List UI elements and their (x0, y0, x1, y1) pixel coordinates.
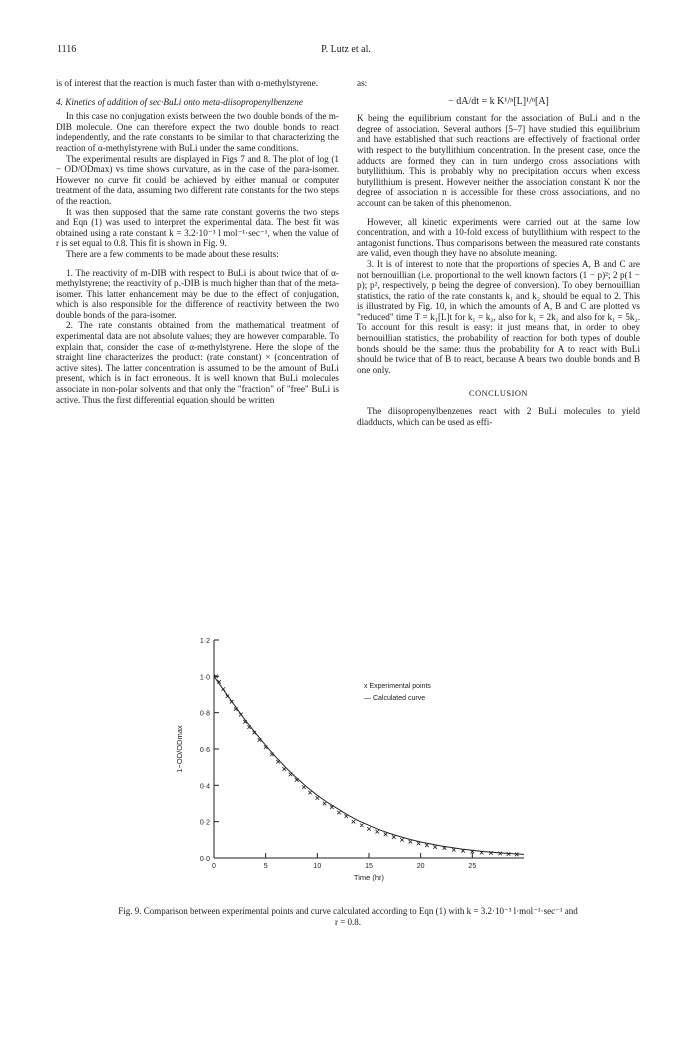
paragraph: K being the equilibrium constant for the association of BuLi and n the degree of association. Several authors [5–7] have studied this equilibrium and have established that such reactions are effectively of fractional order with respect to the butyllithium concentration. In the present case, once the adducts are formed they can in turn undergo cross associations with butyllithium. This is probably why no precipitation occurs when excess butyllithium is present. However neither the association constant K nor the degree of association n is accessible for these cross associations, and no account can be taken of this phenomenon. (357, 113, 640, 208)
x-axis-label: Time (hr) (353, 873, 385, 882)
running-head: P. Lutz et al. (321, 44, 371, 55)
experimental-point (425, 843, 429, 847)
paragraph: In this case no conjugation exists between the two double bonds of the m-DIB molecule. One can therefore expect the two double bonds to react independently, and the rate constants to be similar to that characterizing the reaction of α-methylstyrene with BuLi under the same conditions. (56, 111, 339, 153)
experimental-point (344, 814, 348, 818)
x-tick-label: 15 (365, 863, 373, 870)
experimental-point (276, 760, 280, 764)
y-tick-label: 1·0 (199, 674, 210, 682)
experimental-point (316, 796, 320, 800)
paragraph: The experimental results are displayed in Figs 7 and 8. The plot of log (1 − OD/ODmax) vs time shows curvature, as in the case of the para-isomer. However no curve fit could be achieved by either manual or computer treatment of the data, assuming two different rate constants for the two steps of the reaction. (56, 153, 339, 206)
paragraph: It was then supposed that the same rate constant governs the two steps and Eqn (1) was used to interpret the experimental data. The best fit was obtained using a rate constant k = 3.2·10⁻³ l mol⁻¹·sec⁻¹, when the value of r is set equal to 0.8. This fit is shown in Fig. 9. (56, 206, 339, 249)
paragraph: 2. The rate constants obtained from the mathematical treatment of experimental data are not absolute values; they are however comparable. To explain that, consider the case of α-methylstyrene. Here the slope of the straight line characterizes the product: (rate constant) × (concentration of active sites). The latter concentration is assumed to be the amount of BuLi present, which is in fact erroneous. It is well known that BuLi molecules associate in non-polar solvents and that only the "fraction" of "free" BuLi is active. Thus the first differential equation should be written (56, 320, 339, 405)
chart-svg (150, 632, 550, 902)
paragraph: However, all kinetic experiments were carried out at the same low concentration, and with a 10-fold excess of butyllithium with respect to the antagonist functions. Thus comparisons between the measured rate constants are valid, even though they have no absolute meaning. (357, 216, 640, 259)
experimental-point (375, 830, 379, 834)
experimental-point (360, 824, 364, 828)
x-tick-label: 0 (212, 863, 216, 870)
calculated-curve (214, 676, 524, 854)
section-heading: CONCLUSION (469, 389, 528, 399)
figure-9 (150, 632, 550, 902)
legend-entry: x Experimental points (364, 683, 431, 690)
y-tick-label: 0·0 (199, 856, 210, 863)
paragraph: as: (357, 78, 368, 88)
experimental-point (302, 785, 306, 789)
paragraph: is of interest that the reaction is much faster than with α-methylstyrene. (56, 78, 318, 88)
x-tick-label: 25 (468, 863, 477, 870)
y-tick-label: 0·2 (199, 819, 210, 827)
experimental-point (367, 827, 371, 831)
experimental-point (352, 820, 356, 824)
experimental-point (323, 802, 327, 806)
experimental-point (282, 767, 286, 771)
experimental-point (308, 791, 312, 795)
paragraph: The diisopropenylbenzenes react with 2 BuLi molecules to yield diadducts, which can be used as effi- (357, 406, 640, 427)
x-tick-label: 5 (263, 863, 268, 870)
x-tick-label: 20 (416, 863, 425, 870)
paragraph: There are a few comments to be made about these results: (66, 248, 279, 259)
left-column (56, 78, 339, 405)
experimental-point (384, 833, 388, 837)
legend-entry: — Calculated curve (364, 695, 426, 702)
y-tick-label: 0·8 (199, 710, 210, 718)
page-number: 1116 (57, 44, 77, 55)
right-column (357, 78, 640, 427)
y-tick-label: 1·2 (199, 638, 210, 645)
y-axis-label: 1−OD/ODmax (175, 725, 184, 773)
figure-caption: Fig. 9. Comparison between experimental points and curve calculated according to Eqn (1) with k = 3.2·10⁻³ l·mol⁻¹·sec⁻¹ and r = 0.8. (118, 906, 578, 927)
equation: − dA/dt = k K¹/ⁿ[L]¹/ⁿ[A] (448, 95, 549, 107)
paragraph: 3. It is of interest to note that the proportions of species A, B and C are not bernouillian (i.e. proportional to the well known factors (1 − p)²; 2 p(1 − p); p², respectively, p being the degree of conversion). To obey bernouillian statistics, the ratio of the rate constants k₁ and k₂ should be equal to 2. This is illustrated by Fig. 10, in which the amounts of A, B and C are plotted vs "reduced" time T = k₁[L]t for k₁ = k₂, also for k₁ = 2k₂ and also for k₁ = 5k₂. To account for this result is easy: it just means that, in order to obey bernouillian statistics, the probability of reaction for both types of double bonds should be the same: thus the probability for A to react with BuLi should be twice that of B to react, because A bears two double bonds and B one only. (357, 258, 640, 375)
experimental-point (337, 811, 341, 815)
y-tick-label: 0·4 (199, 783, 210, 791)
experimental-point (452, 848, 456, 852)
y-tick-label: 0·6 (199, 747, 210, 754)
experimental-point (417, 842, 421, 846)
experimental-point (289, 773, 293, 777)
experimental-point (330, 805, 334, 809)
experimental-point (392, 835, 396, 839)
experimental-point (409, 840, 413, 844)
paragraph: 1. The reactivity of m-DIB with respect to BuLi is about twice that of α-methylstyrene; the reactivity of p.-DIB is much higher than that of the meta-isomer. This latter enhancement may be due to the effect of conjugation, which is also responsible for the difference of reactivity between the two double bonds of the para-isomer. (56, 267, 339, 320)
experimental-point (433, 845, 437, 849)
section-title: 4. Kinetics of addition of sec·BuLi onto meta-diisopropenylbenzene (56, 96, 303, 107)
x-tick-label: 10 (313, 863, 322, 870)
experimental-point (400, 838, 404, 842)
